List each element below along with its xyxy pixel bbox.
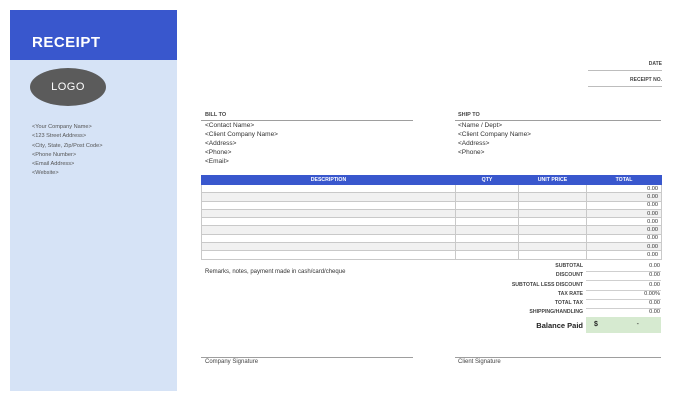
unit-price-cell[interactable] <box>519 234 587 242</box>
table-row <box>202 185 662 193</box>
unit-price-cell[interactable] <box>519 185 587 193</box>
col-qty: QTY <box>456 176 519 185</box>
shipping-label: SHIPPING/HANDLING <box>529 309 583 315</box>
unit-price-cell[interactable] <box>519 209 587 217</box>
receipt-title: RECEIPT <box>32 34 101 51</box>
ship-to-address[interactable] <box>458 121 531 157</box>
date-field[interactable] <box>588 70 662 71</box>
company-info <box>32 123 102 179</box>
total-cell: 0.00 <box>587 209 662 217</box>
table-row <box>202 251 662 259</box>
qty-cell[interactable] <box>456 243 519 251</box>
qty-cell[interactable] <box>456 193 519 201</box>
subtotal-less-discount-value: 0.00 <box>649 282 660 288</box>
table-row <box>202 209 662 217</box>
table-row <box>202 234 662 242</box>
discount-value[interactable]: 0.00 <box>649 272 660 278</box>
col-total: TOTAL <box>587 176 662 185</box>
bill-contact-name[interactable]: <Contact Name> <box>205 122 255 129</box>
company-phone: <Phone Number> <box>32 151 77 158</box>
company-signature-label: Company Signature <box>205 359 259 365</box>
unit-price-cell[interactable] <box>519 218 587 226</box>
remarks-note[interactable]: Remarks, notes, payment made in cash/card/cheque <box>205 269 346 275</box>
qty-cell[interactable] <box>456 226 519 234</box>
logo-placeholder: LOGO <box>30 68 106 106</box>
bill-address[interactable]: <Address> <box>205 140 237 147</box>
total-tax-label: TOTAL TAX <box>554 300 583 306</box>
summary-divider <box>586 280 661 281</box>
unit-price-cell[interactable] <box>519 243 587 251</box>
balance-paid-label: Balance Paid <box>536 321 583 330</box>
receipt-no-field[interactable] <box>588 86 662 87</box>
tax-rate-value[interactable]: 0.00% <box>644 291 660 297</box>
total-tax-value: 0.00 <box>649 300 660 306</box>
col-description: DESCRIPTION <box>202 176 456 185</box>
line-items-table <box>201 175 662 260</box>
qty-cell[interactable] <box>456 209 519 217</box>
table-row <box>202 193 662 201</box>
subtotal-label: SUBTOTAL <box>555 263 583 269</box>
description-cell[interactable] <box>202 251 456 259</box>
ship-phone[interactable]: <Phone> <box>458 149 485 156</box>
total-cell: 0.00 <box>587 243 662 251</box>
total-cell: 0.00 <box>587 251 662 259</box>
unit-price-cell[interactable] <box>519 226 587 234</box>
total-cell: 0.00 <box>587 234 662 242</box>
subtotal-less-discount-label: SUBTOTAL LESS DISCOUNT <box>511 282 583 288</box>
balance-paid-value: - <box>636 321 639 328</box>
description-cell[interactable] <box>202 201 456 209</box>
total-cell: 0.00 <box>587 201 662 209</box>
col-unit-price: UNIT PRICE <box>519 176 587 185</box>
date-label: DATE <box>648 61 662 67</box>
unit-price-cell[interactable] <box>519 251 587 259</box>
qty-cell[interactable] <box>456 234 519 242</box>
company-street: <123 Street Address> <box>32 133 87 140</box>
company-name: <Your Company Name> <box>32 124 92 130</box>
table-row <box>202 218 662 226</box>
unit-price-cell[interactable] <box>519 201 587 209</box>
bill-to-address[interactable] <box>205 121 278 166</box>
shipping-value[interactable]: 0.00 <box>649 309 660 315</box>
total-cell: 0.00 <box>587 226 662 234</box>
company-email: <Email Address> <box>32 161 75 168</box>
qty-cell[interactable] <box>456 218 519 226</box>
sidebar <box>10 10 177 391</box>
company-signature-line[interactable] <box>201 357 413 358</box>
subtotal-value: 0.00 <box>649 263 660 269</box>
description-cell[interactable] <box>202 243 456 251</box>
qty-cell[interactable] <box>456 201 519 209</box>
description-cell[interactable] <box>202 209 456 217</box>
company-website: <Website> <box>32 170 59 177</box>
description-cell[interactable] <box>202 185 456 193</box>
balance-paid-box <box>586 317 661 333</box>
description-cell[interactable] <box>202 218 456 226</box>
description-cell[interactable] <box>202 226 456 234</box>
table-row <box>202 201 662 209</box>
total-cell: 0.00 <box>587 218 662 226</box>
qty-cell[interactable] <box>456 251 519 259</box>
client-signature-line[interactable] <box>455 357 661 358</box>
ship-address[interactable]: <Address> <box>458 140 490 147</box>
unit-price-cell[interactable] <box>519 193 587 201</box>
table-row <box>202 243 662 251</box>
total-cell: 0.00 <box>587 185 662 193</box>
discount-label: DISCOUNT <box>555 272 583 278</box>
bill-email[interactable]: <Email> <box>205 158 229 165</box>
bill-to-heading: BILL TO <box>205 112 227 118</box>
bill-company-name[interactable]: <Client Company Name> <box>205 131 278 138</box>
client-signature-label: Client Signature <box>458 359 501 365</box>
ship-to-heading: SHIP TO <box>458 112 480 118</box>
table-row <box>202 226 662 234</box>
description-cell[interactable] <box>202 234 456 242</box>
ship-name-dept[interactable]: <Name / Dept> <box>458 122 503 129</box>
currency-symbol: $ <box>594 321 598 328</box>
ship-company-name[interactable]: <Client Company Name> <box>458 131 531 138</box>
company-city: <City, State, Zip/Post Code> <box>32 142 103 149</box>
sidebar-header <box>10 10 177 60</box>
receipt-no-label: RECEIPT NO. <box>630 77 662 83</box>
bill-phone[interactable]: <Phone> <box>205 149 232 156</box>
tax-rate-label: TAX RATE <box>557 291 583 297</box>
qty-cell[interactable] <box>456 185 519 193</box>
description-cell[interactable] <box>202 193 456 201</box>
total-cell: 0.00 <box>587 193 662 201</box>
